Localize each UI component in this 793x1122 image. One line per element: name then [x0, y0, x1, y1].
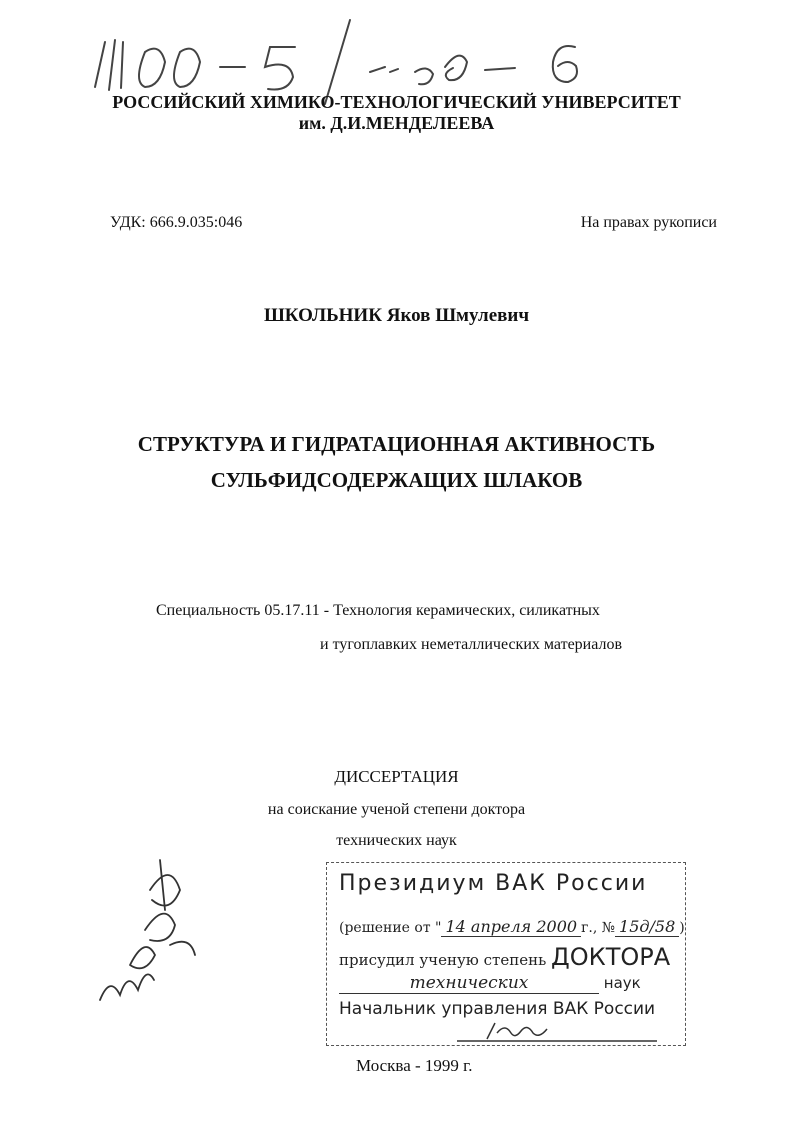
decision-suffix: ): [679, 920, 685, 936]
stamp-decision-line: [339, 917, 685, 936]
dissertation-title: [0, 426, 793, 498]
specialty-line-2: и тугоплавких неметаллических материалов: [320, 636, 623, 653]
rights-note: На правах рукописи: [580, 214, 717, 231]
handwritten-signature: [90, 850, 210, 1020]
dissertation-degree-line: на соискание ученой степени доктора: [267, 801, 526, 818]
title-line-1: СТРУКТУРА И ГИДРАТАЦИОННАЯ АКТИВНОСТЬ: [137, 432, 656, 456]
stamp-awarded-line: [339, 943, 670, 971]
dissertation-science-line: технических наук: [336, 832, 457, 849]
stamp-signature: [457, 1021, 657, 1043]
udk-code: УДК: 666.9.035:046: [110, 214, 243, 231]
science-handwritten: технических: [339, 973, 599, 994]
stamp-title: Президиум ВАК России: [339, 871, 648, 896]
degree-text: ДОКТОРА: [551, 943, 671, 971]
university-line-1: РОССИЙСКИЙ ХИМИКО-ТЕХНОЛОГИЧЕСКИЙ УНИВЕРСИТЕТ: [112, 92, 681, 112]
vak-stamp: [326, 862, 686, 1046]
university-line-2: им. Д.И.МЕНДЕЛЕЕВА: [298, 113, 495, 133]
science-suffix: наук: [603, 974, 641, 992]
decision-prefix: (решение от ": [339, 920, 442, 936]
decision-mid: г., №: [581, 920, 616, 936]
stamp-head-line: Начальник управления ВАК России: [339, 999, 656, 1019]
university-name: [0, 92, 793, 134]
decision-date: 14 апреля 2000: [441, 917, 581, 937]
awarded-text: присудил ученую степень: [339, 951, 547, 969]
specialty-line-1: Специальность 05.17.11 - Технология керамических, силикатных: [156, 602, 600, 619]
title-line-2: СУЛЬФИДСОДЕРЖАЩИХ ШЛАКОВ: [210, 468, 583, 492]
dissertation-label: ДИССЕРТАЦИЯ: [334, 767, 459, 786]
city-year: Москва - 1999 г.: [356, 1056, 473, 1075]
author-name: ШКОЛЬНИК Яков Шмулевич: [263, 305, 530, 326]
decision-number: 15д/58: [615, 917, 679, 937]
stamp-science-line: [339, 973, 641, 994]
